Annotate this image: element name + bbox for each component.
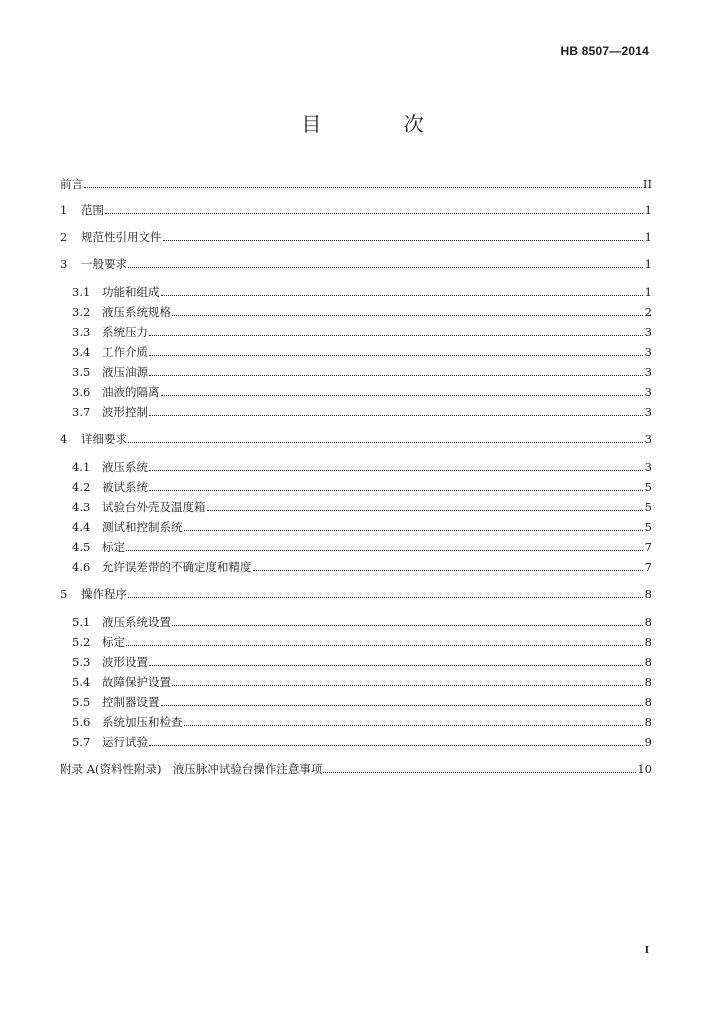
toc-number: 3.5: [72, 365, 91, 379]
toc-entry[interactable]: [60, 229, 652, 245]
toc-title: 测试和控制系统: [102, 520, 183, 534]
toc-entry[interactable]: [72, 344, 652, 360]
toc-title: 详细要求: [81, 432, 127, 446]
toc-page-number: 8: [644, 587, 652, 601]
toc-entry[interactable]: [72, 519, 652, 535]
toc-leader-dots: [184, 530, 644, 531]
toc-number: 3.2: [72, 305, 91, 319]
toc-leader-dots: [163, 240, 644, 241]
toc-page-number: 7: [644, 560, 652, 574]
toc-entry[interactable]: [72, 559, 652, 575]
toc-leader-dots: [253, 570, 644, 571]
toc-number: 3.4: [72, 345, 91, 359]
toc-number: 4.6: [72, 560, 91, 574]
toc-leader-dots: [323, 772, 636, 773]
page-title: 目 次: [301, 112, 462, 136]
toc-number: 5: [60, 587, 68, 601]
toc-entry[interactable]: [60, 202, 652, 218]
toc-leader-dots: [84, 187, 642, 188]
toc-title: 前言: [60, 177, 83, 191]
page-number: I: [644, 944, 649, 956]
toc-number: 5.1: [72, 615, 91, 629]
toc-number: 4.3: [72, 500, 91, 514]
toc-entry[interactable]: [72, 404, 652, 420]
toc-entry[interactable]: [72, 614, 652, 630]
toc-number: 4.4: [72, 520, 91, 534]
toc-leader-dots: [149, 335, 643, 336]
toc-title: 故障保护设置: [102, 675, 171, 689]
toc-leader-dots: [149, 470, 643, 471]
toc-entry[interactable]: [72, 714, 652, 730]
toc-page-number: 1: [644, 257, 652, 271]
toc-number: 3.7: [72, 405, 91, 419]
toc-page-number: 8: [644, 715, 652, 729]
toc-number: 3.1: [72, 285, 91, 299]
document-code: HB 8507—2014: [560, 44, 649, 58]
toc-page-number: 1: [644, 285, 652, 299]
toc-title: 标定: [102, 635, 125, 649]
toc-title: 液压系统规格: [102, 305, 171, 319]
toc-title: 波形设置: [102, 655, 148, 669]
toc-page-number: 8: [644, 615, 652, 629]
toc-entry[interactable]: [72, 734, 652, 750]
toc-title: 波形控制: [102, 405, 148, 419]
toc-page-number: 3: [644, 405, 652, 419]
toc-page-number: 8: [644, 635, 652, 649]
toc-title: 被试系统: [102, 480, 148, 494]
toc-title: 系统加压和检查: [102, 715, 183, 729]
toc-page-number: 3: [644, 432, 652, 446]
toc-leader-dots: [184, 725, 644, 726]
toc-number: 5.4: [72, 675, 91, 689]
toc-leader-dots: [149, 355, 643, 356]
toc-number: 3.3: [72, 325, 91, 339]
toc-leader-dots: [149, 375, 643, 376]
toc-number: 5.2: [72, 635, 91, 649]
toc-number: 5.5: [72, 695, 91, 709]
toc-number: 4.2: [72, 480, 91, 494]
toc-title: 系统压力: [102, 325, 148, 339]
toc-title: 操作程序: [81, 587, 127, 601]
toc-page-number: 3: [644, 345, 652, 359]
toc-entry[interactable]: [72, 459, 652, 475]
toc-entry[interactable]: [72, 364, 652, 380]
toc-leader-dots: [105, 213, 643, 214]
toc-number: 2: [60, 230, 68, 244]
toc-title: 运行试验: [102, 735, 148, 749]
toc-entry[interactable]: [72, 479, 652, 495]
toc-number: 1: [60, 203, 68, 217]
toc-page-number: 5: [644, 480, 652, 494]
toc-title: 功能和组成: [102, 285, 160, 299]
toc-title: 液压系统: [102, 460, 148, 474]
toc-leader-dots: [128, 267, 643, 268]
toc-title: 标定: [102, 540, 125, 554]
toc-page-number: 7: [644, 540, 652, 554]
toc-page-number: 2: [644, 305, 652, 319]
toc-page-number: 10: [637, 762, 652, 776]
toc-number: 4: [60, 432, 68, 446]
toc-entry[interactable]: [60, 431, 652, 447]
toc-leader-dots: [128, 597, 643, 598]
toc-number: 5.3: [72, 655, 91, 669]
toc-entry[interactable]: [72, 384, 652, 400]
toc-number: 4.1: [72, 460, 91, 474]
toc-page-number: 5: [644, 520, 652, 534]
toc-title: 允许误差带的不确定度和精度: [102, 560, 252, 574]
toc-number: 3.6: [72, 385, 91, 399]
toc-title: 控制器设置: [102, 695, 160, 709]
toc-page-number: 3: [644, 385, 652, 399]
toc-leader-dots: [126, 645, 643, 646]
toc-leader-dots: [207, 510, 644, 511]
toc-leader-dots: [149, 665, 643, 666]
toc-leader-dots: [161, 395, 644, 396]
toc-entry[interactable]: [72, 654, 652, 670]
toc-page-number: 3: [644, 325, 652, 339]
toc-leader-dots: [149, 745, 643, 746]
toc-title: 附录 A(资料性附录) 液压脉冲试验台操作注意事项: [60, 762, 323, 776]
toc-page-number: 3: [644, 365, 652, 379]
toc-title: 工作介质: [102, 345, 148, 359]
toc-entry[interactable]: [72, 674, 652, 690]
toc-entry[interactable]: [60, 586, 652, 602]
toc-title: 规范性引用文件: [81, 230, 162, 244]
toc-page-number: 5: [644, 500, 652, 514]
toc-number: 5.6: [72, 715, 91, 729]
toc-entry[interactable]: [72, 634, 652, 650]
toc-page-number: II: [642, 177, 652, 191]
toc-number: 3: [60, 257, 68, 271]
toc-entry[interactable]: [60, 761, 652, 777]
toc-leader-dots: [149, 415, 643, 416]
toc-leader-dots: [172, 685, 643, 686]
toc-title: 试验台外壳及温度箱: [102, 500, 206, 514]
toc-entry[interactable]: [72, 284, 652, 300]
toc-entry[interactable]: [72, 304, 652, 320]
toc-title: 一般要求: [81, 257, 127, 271]
toc-leader-dots: [126, 550, 643, 551]
toc-title: 油液的隔离: [102, 385, 160, 399]
toc-page-number: 1: [644, 230, 652, 244]
toc-number: 5.7: [72, 735, 91, 749]
toc-page-number: 9: [644, 735, 652, 749]
toc-leader-dots: [161, 705, 644, 706]
toc-page-number: 8: [644, 675, 652, 689]
toc-page-number: 1: [644, 203, 652, 217]
toc-entry[interactable]: [72, 694, 652, 710]
toc-title: 范围: [81, 203, 104, 217]
toc-page-number: 8: [644, 655, 652, 669]
toc-leader-dots: [172, 625, 643, 626]
toc-entry[interactable]: [72, 499, 652, 515]
toc-title: 液压系统设置: [102, 615, 171, 629]
toc-entry[interactable]: [60, 256, 652, 272]
toc-title: 液压油源: [102, 365, 148, 379]
toc-entry[interactable]: [72, 324, 652, 340]
toc-leader-dots: [172, 315, 643, 316]
toc-page-number: 8: [644, 695, 652, 709]
toc-page-number: 3: [644, 460, 652, 474]
toc-number: 4.5: [72, 540, 91, 554]
toc-entry[interactable]: [72, 539, 652, 555]
toc-leader-dots: [161, 295, 644, 296]
toc-leader-dots: [149, 490, 643, 491]
toc-leader-dots: [128, 442, 643, 443]
toc-entry[interactable]: [60, 176, 652, 192]
